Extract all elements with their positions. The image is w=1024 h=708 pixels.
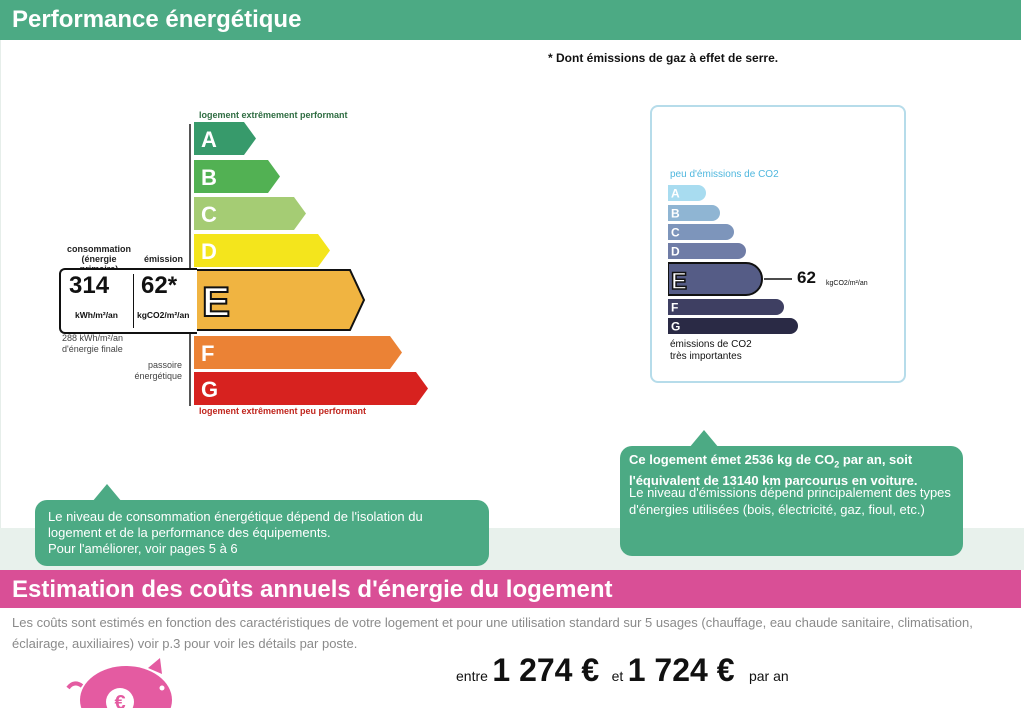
consumption-value: 314 [69,272,110,299]
performance-header [0,0,1021,40]
co2-bar-f [668,299,784,315]
dpe-letter-b: B [201,165,217,190]
co2-callout [620,446,963,556]
costs-description: Les coûts sont estimés en fonction des caractéristiques de votre logement et pour une utilisation standard sur 5 usages (chauffage, eau chaude sanitaire, climatisation, éclairage, auxiliaires) voir p.3 pour voir les détails par poste. [12,615,973,651]
co2-letter-d: D [671,244,680,259]
co2-value: 62 [797,268,816,287]
energy-callout-link-text: Pour l'améliorer, voir pages 5 à 6 [48,541,238,556]
dpe-top-label: logement extrêmement performant [199,110,348,120]
cost-low: 1 274 € [492,652,600,688]
passoire-label: passoire énergétique [134,360,182,381]
cost-high: 1 724 € [627,652,735,688]
co2-callout-headline: Ce logement émet 2536 kg de $CO_2$ par an, soit l'équivalent de 13140 km parcourus en voiture. [629,452,918,488]
co2-letter-g: G [671,319,681,334]
dpe-letter-c: C [201,202,217,227]
ghg-footnote: * Dont émissions de gaz à effet de serre. [548,51,779,65]
dpe-bar-g [194,372,428,405]
co2-bottom-label: émissions de CO2 très importantes [670,339,752,362]
cost-range [456,652,789,689]
costs-header [0,570,1021,608]
dpe-bottom-label: logement extrêmement peu performant [199,406,367,416]
co2-letter-a: A [671,186,680,201]
dpe-value-box [59,268,197,334]
dpe-energy-scale [194,122,444,408]
dpe-bar-f [194,336,402,369]
cost-connector: et [611,668,624,684]
dpe-axis-line [189,124,191,406]
dpe-letter-g: G [201,377,219,402]
piggy-euro-symbol: € [114,692,126,708]
energy-callout [35,500,489,566]
cost-prefix: entre [456,668,488,684]
costs-title: Estimation des coûts annuels d'énergie du logement [12,576,613,603]
co2-callout-text: Le niveau d'émissions dépend principalement des types d'énergies utilisées (bois, électricité, gaz, fioul, etc.) [629,485,951,517]
co2-panel [650,105,906,383]
consumption-unit: kWh/m²/an [75,310,118,320]
dpe-letter-f: F [201,341,215,366]
energy-callout-text: Le niveau de consommation énergétique dépend de l'isolation du logement et de la performance des équipements. [48,509,423,540]
emission-label: émission [144,254,184,264]
co2-letter-b: B [671,206,680,221]
performance-title: Performance énergétique [12,6,302,33]
dpe-letter-d: D [201,239,217,264]
value-divider [133,274,134,328]
emission-value: 62* [141,272,178,299]
co2-letter-f: F [671,300,679,315]
dpe-letter-a: A [201,127,217,152]
co2-bar-d [668,243,746,259]
co2-bar-g [668,318,798,334]
emission-unit: kgCO2/m²/an [137,310,190,320]
piggy-bank-icon [64,658,184,708]
consumption-label: consommation (énergie [66,244,131,264]
dpe-letter-e: E [202,278,231,325]
co2-top-label: peu d'émissions de CO2 [670,169,779,180]
final-energy-note: 288 kWh/m²/an d'énergie finale [62,333,124,354]
co2-scale [668,185,868,340]
co2-letter-c: C [671,225,680,240]
co2-letter-e: E [671,268,688,295]
cost-suffix: par an [748,668,789,684]
co2-unit: kgCO2/m²/an [826,280,868,287]
